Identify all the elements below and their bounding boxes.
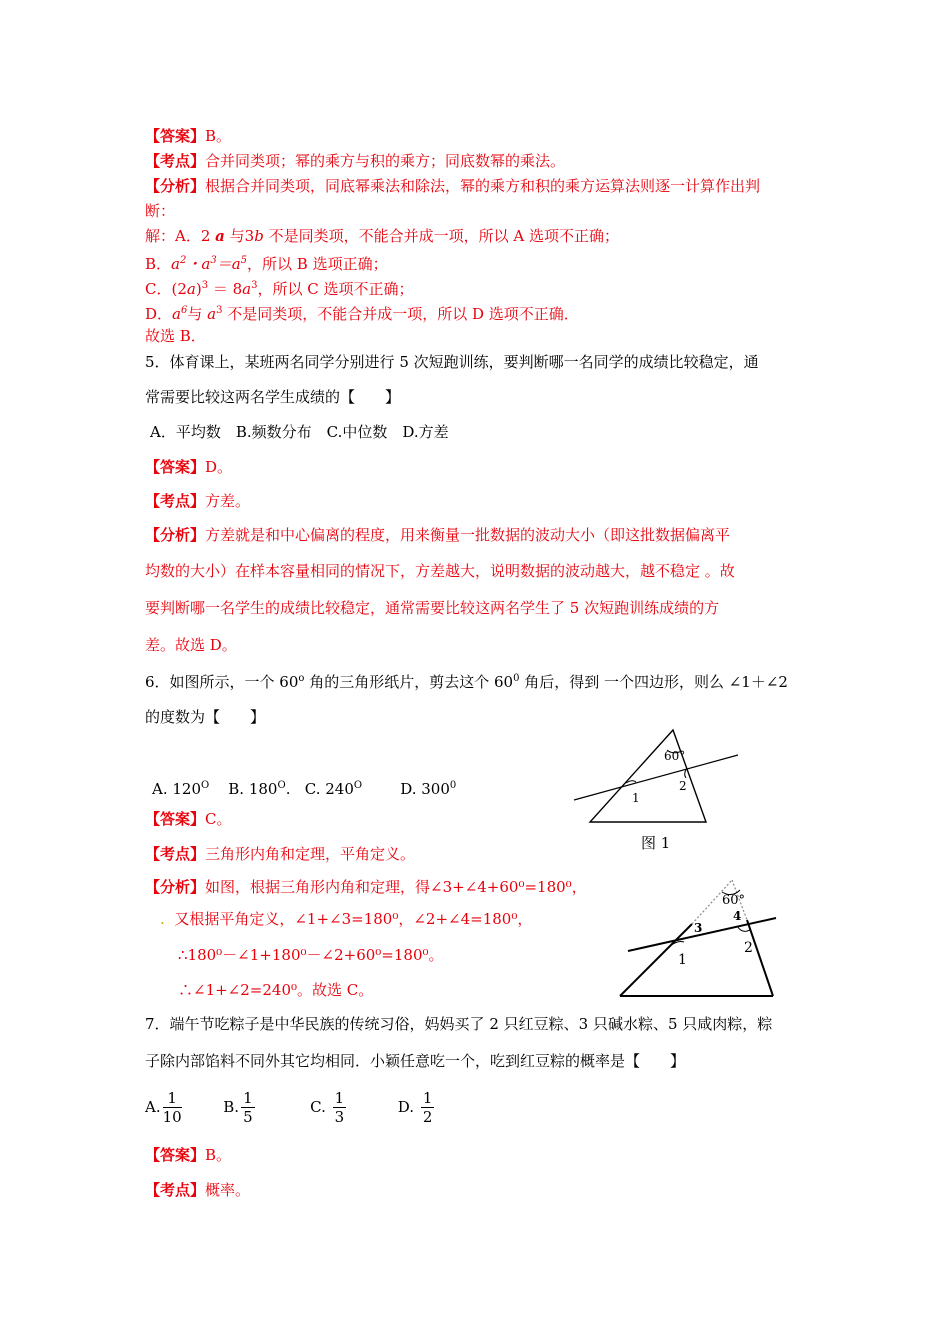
sol-c-formula: a bbox=[186, 280, 196, 298]
figure-2-label-4: 4 bbox=[733, 909, 742, 923]
figure-2-label-3: 3 bbox=[694, 921, 703, 935]
sol-d-formula: $a^6$ bbox=[172, 305, 188, 323]
q6-analysis-line-2: . 又根据平角定义，∠1+∠3=180⁰，∠2+∠4=180⁰， bbox=[160, 910, 533, 928]
q6-options: A. $120^O$ B. $180^O$. C. $240^O$ D. $300^0$ bbox=[152, 780, 457, 798]
option-c-label: C. bbox=[310, 1097, 326, 1116]
q6-point-line bbox=[145, 843, 415, 865]
point-text: 合并同类项；幂的乘方与积的乘方；同底数幂的乘法。 bbox=[205, 152, 566, 170]
point-tag: 【考点】 bbox=[145, 152, 206, 170]
fraction-a-numerator: 1 bbox=[163, 1089, 182, 1108]
q4-solution-d: D．$a^6$与 $a^3$ 不是同类项，不能合并成一项，所以 D 选项不正确． bbox=[145, 305, 579, 323]
answer-tag: 【答案】 bbox=[145, 458, 206, 476]
answer-text: B。 bbox=[205, 127, 232, 145]
fraction-c-numerator: 1 bbox=[334, 1089, 345, 1107]
option-a-label: A. bbox=[145, 1097, 161, 1116]
q6-analysis-line-1 bbox=[145, 876, 587, 898]
q4-solution-c: C．$(2a)^3 = 8a^3$，所以 C 选项不正确； bbox=[145, 280, 414, 298]
analysis-tag: 【分析】 bbox=[145, 177, 206, 195]
fraction-b-numerator: 1 bbox=[243, 1089, 253, 1107]
sol-a-rest: 不是同类项，不能合并成一项，所以 A 选项不正确； bbox=[263, 227, 619, 245]
figure-1-label-2: 2 bbox=[679, 779, 687, 793]
q5-answer-line bbox=[145, 456, 232, 478]
q6-option-c: C. 240 bbox=[304, 780, 354, 798]
q5-stem-line-1: 5．体育课上，某班两名同学分别进行 5 次短跑训练，要判断哪一名同学的成绩比较稳定，通 bbox=[145, 353, 759, 371]
option-b-label: B. bbox=[223, 1097, 240, 1116]
fraction-d-denominator: 2 bbox=[422, 1108, 433, 1126]
fraction-a-denominator: 10 bbox=[162, 1108, 182, 1126]
q6-analysis-line-4: ∴∠1+∠2=240⁰。故选 C。 bbox=[178, 981, 374, 999]
analysis-line-2-text: 又根据平角定义，∠1+∠3=180⁰，∠2+∠4=180⁰， bbox=[174, 910, 533, 928]
q5-analysis-line-1 bbox=[145, 524, 730, 546]
answer-tag: 【答案】 bbox=[145, 1146, 206, 1164]
q5-analysis-line-3: 要判断哪一名学生的成绩比较稳定，通常需要比较这两名学生了 5 次短跑训练成绩的方 bbox=[145, 599, 720, 617]
answer-text: D。 bbox=[205, 458, 233, 476]
answer-text: C。 bbox=[205, 810, 232, 828]
q5-stem-line-2: 常需要比较这两名学生成绩的【 】 bbox=[145, 388, 401, 406]
fraction-d-numerator: 1 bbox=[422, 1089, 433, 1107]
figure-1-triangle bbox=[570, 722, 750, 832]
figure-2-triangle bbox=[612, 862, 782, 1004]
point-tag: 【考点】 bbox=[145, 845, 206, 863]
sol-b-formula: $a^2$・$a^3=a^5$ bbox=[171, 255, 248, 273]
sol-b-rest: ，所以 B 选项正确； bbox=[247, 255, 388, 273]
answer-tag: 【答案】 bbox=[145, 127, 206, 145]
sol-b-prefix: B． bbox=[145, 255, 172, 273]
q4-conclusion: 故选 B． bbox=[145, 327, 206, 345]
point-text: 概率。 bbox=[205, 1181, 251, 1199]
q6-stem-line-1: 6．如图所示，一个 60$^o$ 角的三角形纸片，剪去这个 $60^0$ 角后，得到 一个四边形，则么 ∠1＋∠2 bbox=[145, 673, 788, 691]
q5-analysis-line-4: 差。故选 D。 bbox=[145, 636, 237, 654]
q5-analysis-line-2: 均数的大小）在样本容量相同的情况下，方差越大，说明数据的波动越大，越不稳定 。故 bbox=[145, 562, 735, 580]
figure-2-label-1: 1 bbox=[678, 952, 687, 968]
q4-answer-line bbox=[145, 125, 231, 147]
sol-c-prefix: C．(2 bbox=[145, 280, 187, 298]
q7-option-a bbox=[145, 1089, 184, 1126]
point-text: 三角形内角和定理，平角定义。 bbox=[205, 845, 416, 863]
q6-stem-part-a: 6．如图所示，一个 60 bbox=[145, 673, 299, 691]
analysis-text: 如图，根据三角形内角和定理，得∠3+∠4+60⁰=180⁰， bbox=[205, 878, 587, 896]
sol-a-var-b: b bbox=[254, 227, 264, 245]
figure-2-label-2: 2 bbox=[744, 940, 753, 956]
answer-tag: 【答案】 bbox=[145, 810, 206, 828]
q4-solution-a bbox=[145, 225, 619, 247]
fraction-a bbox=[163, 1089, 182, 1126]
q4-solution-b bbox=[145, 250, 388, 275]
sol-d-prefix: D． bbox=[145, 305, 173, 323]
analysis-tag: 【分析】 bbox=[145, 526, 206, 544]
q7-option-b bbox=[223, 1089, 256, 1126]
q7-answer-line bbox=[145, 1144, 231, 1166]
figure-1-label-1: 1 bbox=[632, 791, 640, 805]
point-text: 方差。 bbox=[205, 492, 251, 510]
q7-option-d bbox=[397, 1089, 437, 1126]
q6-analysis-line-3: ∴180⁰－∠1+180⁰－∠2+60⁰=180⁰。 bbox=[178, 946, 444, 964]
sol-c-rest: ，所以 C 选项不正确； bbox=[257, 280, 414, 298]
fraction-b bbox=[241, 1089, 255, 1126]
sol-d-rest: 不是同类项，不能合并成一项，所以 D 选项不正确． bbox=[222, 305, 579, 323]
figure-1-caption: 图 1 bbox=[641, 834, 671, 852]
q7-stem-line-1: 7．端午节吃粽子是中华民族的传统习俗，妈妈买了 2 只红豆粽、3 只碱水粽、5 只咸肉粽，粽 bbox=[145, 1015, 773, 1033]
sol-a-var-a: a bbox=[215, 227, 225, 245]
analysis-tag: 【分析】 bbox=[145, 878, 206, 896]
figure-2-angle-label: 60° bbox=[722, 893, 746, 908]
q4-analysis-line-1 bbox=[145, 175, 760, 197]
analysis-text: 根据合并同类项，同底幂乘法和除法，幂的乘方和积的乘方运算法则逐一计算作出判 bbox=[205, 177, 761, 195]
point-tag: 【考点】 bbox=[145, 492, 206, 510]
fraction-b-denominator: 5 bbox=[243, 1108, 253, 1126]
q6-option-d: D. 300 bbox=[400, 780, 450, 798]
analysis-text: 方差就是和中心偏离的程度，用来衡量一批数据的波动大小（即这批数据偏离平 bbox=[205, 526, 731, 544]
fraction-c-denominator: 3 bbox=[334, 1108, 345, 1126]
q6-stem-part-b: 角的三角形纸片，剪去这个 60 bbox=[304, 673, 514, 691]
q5-options: A．平均数 B.频数分布 C.中位数 D.方差 bbox=[150, 423, 449, 441]
q7-stem-line-2: 子除内部馅料不同外其它均相同．小颖任意吃一个，吃到红豆粽的概率是【 】 bbox=[145, 1052, 686, 1070]
q6-option-b: B. 180 bbox=[228, 780, 278, 798]
q6-option-a: A. 120 bbox=[152, 780, 201, 798]
q6-answer-line bbox=[145, 808, 232, 830]
q6-stem-part-c: 角后，得到 一个四边形，则么 ∠1＋∠2 bbox=[519, 673, 788, 691]
fraction-d bbox=[421, 1089, 435, 1126]
sol-a-mid: 与3 bbox=[224, 227, 255, 245]
q7-options bbox=[145, 1089, 436, 1126]
q4-analysis-line-2: 断： bbox=[145, 202, 176, 220]
fraction-c bbox=[333, 1089, 347, 1126]
answer-text: B。 bbox=[205, 1146, 232, 1164]
q7-point-line bbox=[145, 1179, 250, 1201]
point-tag: 【考点】 bbox=[145, 1181, 206, 1199]
q4-point-line bbox=[145, 150, 565, 172]
sol-a-prefix: 解：A．2 bbox=[145, 227, 211, 245]
q6-stem-line-2: 的度数为【 】 bbox=[145, 708, 266, 726]
q7-option-c bbox=[310, 1089, 348, 1126]
option-d-label: D. bbox=[397, 1097, 415, 1116]
figure-1-angle-label: 60° bbox=[664, 749, 686, 763]
q5-point-line bbox=[145, 490, 250, 512]
